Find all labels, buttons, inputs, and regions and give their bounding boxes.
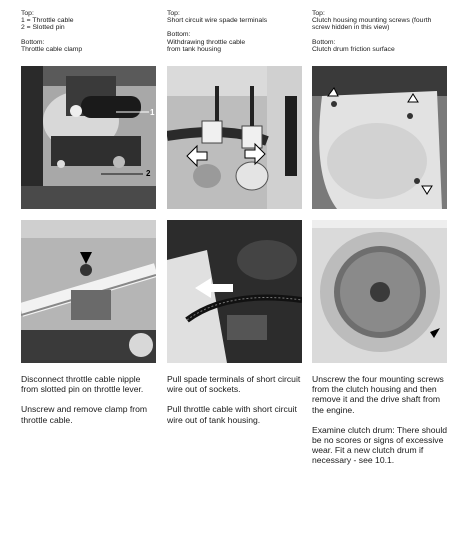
caption-bottom-heading: Bottom: (21, 38, 45, 46)
caption-column-2 (167, 10, 302, 53)
caption-top-line: 2 = Slotted pin (21, 24, 65, 32)
instruction-paragraph: Examine clutch drum: There should be no scores or signs of excessive wear. Fit a new clutch drum if necessary - see 10.1. (312, 424, 448, 466)
photo-spade-terminals (167, 66, 302, 209)
instruction-paragraph: Unscrew the four mounting screws from the clutch housing and then remove it and the drive shaft from the engine. (312, 374, 444, 415)
callout-1: 1 (150, 108, 155, 117)
caption-bottom-line: Clutch drum friction surface (312, 45, 395, 53)
instructions-column-2 (167, 374, 303, 435)
caption-top-heading: Top: (21, 10, 34, 17)
caption-top-line: Short circuit wire spade terminals (167, 17, 268, 25)
photo-throttle-cable (21, 66, 156, 209)
caption-top-line: screw hidden in this view) (312, 24, 390, 32)
caption-bottom-line: Withdrawing throttle cable (167, 38, 246, 46)
caption-bottom-heading: Bottom: (167, 31, 191, 39)
instructions-column-3 (312, 374, 452, 476)
instruction-paragraph: Unscrew and remove clamp from throttle cable. (21, 404, 148, 425)
caption-bottom-line: from tank housing (167, 45, 222, 53)
photo-withdrawing-cable (167, 220, 302, 363)
photo-clutch-drum (312, 220, 447, 363)
caption-bottom-heading: Bottom: (312, 38, 336, 46)
caption-top-line: 1 = Throttle cable (21, 17, 74, 25)
instruction-paragraph: Pull spade terminals of short circuit wire out of sockets. (167, 374, 301, 395)
caption-bottom-line: Throttle cable clamp (21, 45, 83, 53)
instruction-paragraph: Disconnect throttle cable nipple from slotted pin on throttle lever. (21, 374, 144, 395)
instruction-paragraph: Pull throttle cable with short circuit wire out of tank housing. (167, 404, 297, 425)
callout-2: 2 (146, 169, 151, 178)
photo-throttle-cable-clamp (21, 220, 156, 363)
caption-column-1 (21, 10, 156, 53)
photo-clutch-housing (312, 66, 447, 209)
caption-top-heading: Top: (312, 10, 325, 17)
caption-top-heading: Top: (167, 10, 180, 17)
caption-top-line: Clutch housing mounting screws (fourth (312, 17, 432, 25)
caption-column-3 (312, 10, 452, 53)
instructions-column-1 (21, 374, 157, 435)
